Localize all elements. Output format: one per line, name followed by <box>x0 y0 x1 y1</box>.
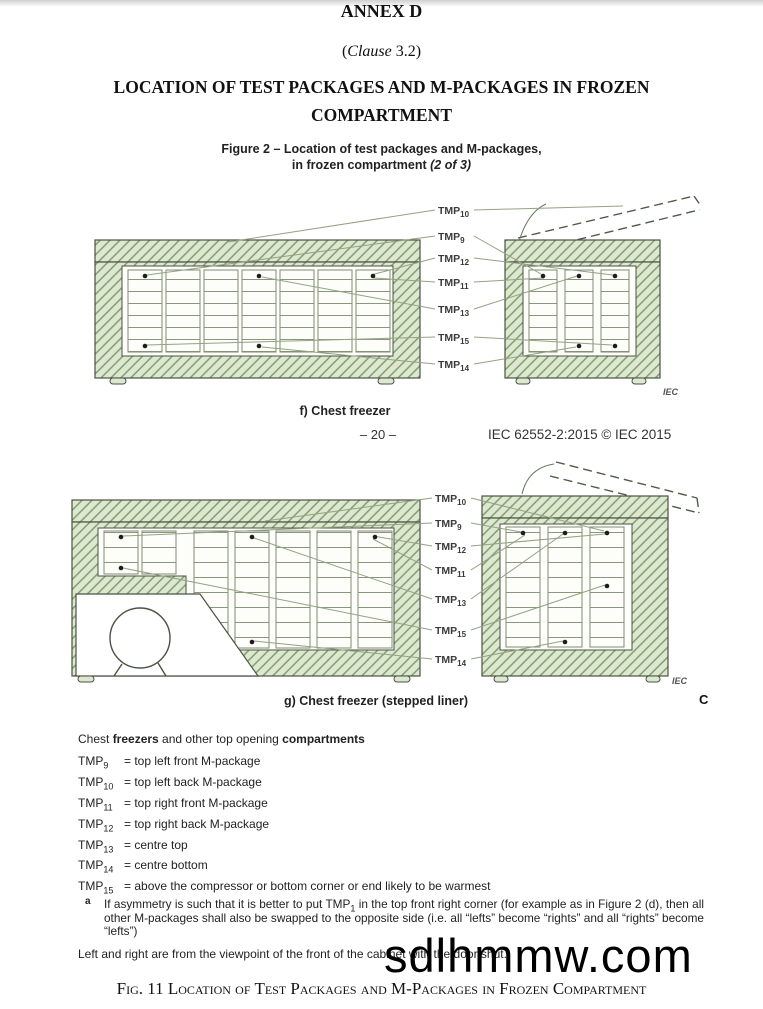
legend-item: $TMP_{11}$ = top right front M-package <box>78 795 268 813</box>
legend-intro-part: Chest <box>78 732 113 746</box>
lid-swing-arc <box>522 464 554 494</box>
annex-title: ANNEX D <box>340 1 423 21</box>
foot <box>378 378 394 384</box>
foot <box>78 676 94 682</box>
freezer-stepped-front-view <box>72 500 420 682</box>
legend-item: $TMP_{15}$ = above the compressor or bottom corner or end likely to be warmest <box>78 879 491 896</box>
watermark: sdlhmmw.com <box>384 929 693 982</box>
tmp-label: $TMP_{13}$ <box>435 594 467 608</box>
legend-intro-bold: compartments <box>282 732 365 746</box>
tmp-label: $TMP_9$ <box>435 518 462 532</box>
tmp-label: $TMP_{14}$ <box>435 654 467 668</box>
legend-item-def: = top right front M-package <box>124 795 268 810</box>
foot <box>394 676 410 682</box>
legend-item: $TMP_9$ = top left front M-package <box>78 754 261 771</box>
footnote-marker: a <box>85 896 91 907</box>
tmp-label: $TMP_{14}$ <box>438 359 470 373</box>
tmp-label: $TMP_{10}$ <box>435 493 467 507</box>
tmp-label: $TMP_{12}$ <box>435 541 467 555</box>
tmp-label: $TMP_{11}$ <box>438 277 469 291</box>
figure-2-caption-line1: Figure 2 – Location of test packages and M-packages, <box>221 142 542 156</box>
foot <box>516 378 530 384</box>
tmp-label: $TMP_{15}$ <box>435 625 467 639</box>
tmp-label: $TMP_{15}$ <box>438 332 470 346</box>
page-number: – 20 – <box>359 427 397 442</box>
iec-credit: IEC <box>672 676 688 686</box>
legend-item-def: = centre top <box>124 837 188 852</box>
foot <box>632 378 646 384</box>
legend-item-def: = top right back M-package <box>124 816 270 831</box>
clause-number: 3.2) <box>391 43 422 60</box>
foot <box>110 378 126 384</box>
legend-item-def: = centre bottom <box>124 858 208 873</box>
package-columns <box>529 270 629 352</box>
legend-intro <box>78 732 365 746</box>
figure-2-caption-line2 <box>0 158 763 174</box>
clause-reference <box>0 43 763 61</box>
chest-freezer-stepped-diagram-g <box>60 458 700 690</box>
tmp-labels <box>438 205 470 373</box>
figure-g-subcaption: g) Chest freezer (stepped liner) <box>283 694 469 708</box>
document-reference: IEC 62552-2:2015 © IEC 2015 <box>488 427 672 442</box>
foot <box>646 676 660 682</box>
freezer-side-view <box>505 240 660 384</box>
figure-11-caption: Fig. 11 Location of Test Packages and M-Packages in Frozen Compartment <box>116 979 647 998</box>
page-title <box>0 73 763 129</box>
tmp-label: $TMP_{12}$ <box>438 253 470 267</box>
tmp-labels <box>435 493 467 668</box>
footnote-tmp-subscript: 1 <box>350 903 356 914</box>
legend-definitions <box>78 751 491 897</box>
figure-f-subcaption: f) Chest freezer <box>299 404 391 418</box>
margin-letter-c: C <box>699 692 709 707</box>
viewpoint-note: Left and right are from the viewpoint of the front of the cabinet with the door shut. <box>78 947 507 961</box>
tmp-label: $TMP_{11}$ <box>435 565 466 579</box>
foot <box>494 676 508 682</box>
legend-item: $TMP_{12}$ = top right back M-package <box>78 816 270 834</box>
footnote-part1: If asymmetry is such that it is better to put TMP <box>104 897 351 911</box>
figure-2-caption <box>0 142 763 173</box>
lid <box>72 500 420 522</box>
figure-2-caption-line2-text: in frozen compartment <box>291 157 431 172</box>
legend-item-def: = top left back M-package <box>124 774 262 789</box>
tmp-label: $TMP_{10}$ <box>438 205 470 219</box>
legend-intro-bold: freezers <box>112 732 159 746</box>
tmp-label: $TMP_{13}$ <box>438 304 470 318</box>
lid <box>505 240 660 262</box>
legend-item: $TMP_{13}$ = centre top <box>78 837 188 854</box>
page-title-line1: LOCATION OF TEST PACKAGES AND M-PACKAGES IN FROZEN <box>113 77 650 97</box>
figure-2-caption-sheet: (2 of 3) <box>430 157 472 172</box>
legend-intro-part: and other top opening <box>158 732 283 746</box>
tmp-label: $TMP_9$ <box>438 231 465 245</box>
lid <box>95 240 420 262</box>
legend-item-def: = top left front M-package <box>124 754 261 768</box>
clause-word: Clause <box>347 43 392 60</box>
legend-item-def: = above the compressor or bottom corner or end likely to be warmest <box>124 879 491 894</box>
footnote-part2: in the top front right corner (for example as in Figure 2 (d), then all other M-packages shall also be swapped to the opposite side (i.e. all “lefts” become “rights” and all “rights” become “lefts”) <box>104 897 704 939</box>
iec-credit: IEC <box>663 387 679 397</box>
legend-item: $TMP_{14}$ = centre bottom <box>78 858 208 875</box>
lid <box>482 496 668 518</box>
page-title-line2: COMPARTMENT <box>311 105 452 125</box>
clause-open: ( <box>341 43 348 60</box>
freezer-front-view <box>95 240 420 384</box>
legend-item: $TMP_{10}$ = top left back M-package <box>78 774 262 792</box>
chest-freezer-diagram-f <box>80 196 700 402</box>
